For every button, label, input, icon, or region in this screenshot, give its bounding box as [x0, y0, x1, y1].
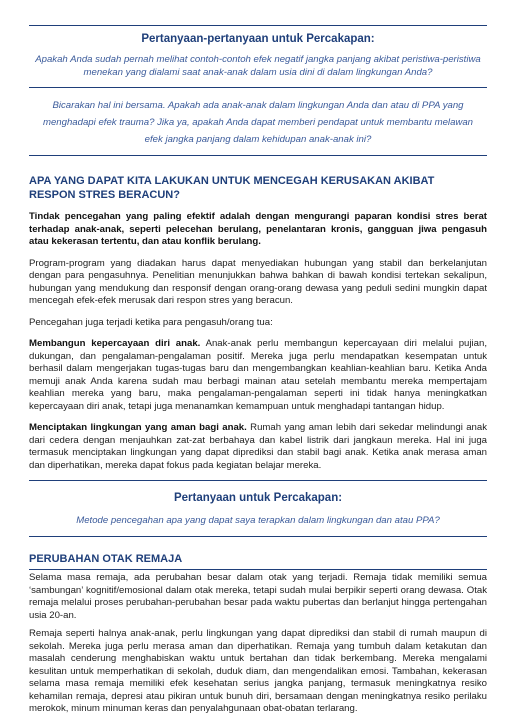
- document-page: [29, 0, 487, 716]
- paragraph-safe-environment: [29, 422, 487, 472]
- divider: [29, 87, 487, 88]
- paragraph: Pencegahan juga terjadi ketika para pengasuh/orang tua:: [29, 316, 273, 328]
- conversation-box-1: [29, 25, 487, 156]
- paragraph: Remaja seperti halnya anak-anak, perlu lingkungan yang dapat diprediksi dan stabil di rumah maupun di sekolah. Mereka juga perlu merasa aman dan diperhatikan. Remaja yang tumbuh dalam ketakutan dan masalah cenderung menghabiskan waktu untuk bertahan dan tidak berkembang. Mereka mengalami kesulitan untuk memperhatikan di sekolah, duduk diam, dan mengendalikan emosi. Tambahan, kekerasan selama masa remaja memiliki efek kesehatan serius jangka panjang, termasuk meningkatnya resiko kehamilan remaja, depresi atau pikiran untuk bunuh diri, bersamaan dengan meningkatnya resiko perilaku merokok, minum minuman keras dan penyalahgunaan obat-obatan terlarang.: [29, 628, 487, 714]
- divider: [29, 480, 487, 481]
- divider: [29, 155, 487, 156]
- paragraph-confidence: [29, 338, 487, 413]
- box-question: Apakah Anda sudah pernah melihat contoh-contoh efek negatif jangka panjang akibat peristiwa-peristiwa menekan yang dialami saat anak-anak dalam usia dini di dalam lingkungan Anda?: [35, 54, 481, 78]
- paragraph: Program-program yang diadakan harus dapat menyediakan hubungan yang stabil dan berkelanjutan dengan para pengasuhnya. Penelitian menunjukkan bahwa bahkan di bawah kondisi tertekan sekalipun, hubungan yang mendukung dan responsif dengan orang-orang dewasa yang peduli sedini mungkin dapat mencegah efek-efek merusak dari respon stres yang beracun.: [29, 257, 487, 306]
- box-title: Pertanyaan untuk Percakapan:: [173, 492, 343, 504]
- box-discussion: Bicarakan hal ini bersama. Apakah ada anak-anak dalam lingkungan Anda dan atau di PPA yang menghadapi efek trauma? Jika ya, apakah Anda dapat memberi pendapat untuk membantu melawan efek jangka panjang dalam kehidupan anak-anak ini?: [42, 100, 474, 145]
- paragraph-lead-phrase: Menciptakan lingkungan yang aman bagi anak.: [29, 422, 247, 433]
- section-heading: APA YANG DAPAT KITA LAKUKAN UNTUK MENCEGAH KERUSAKAN AKIBAT RESPON STRES BERACUN?: [29, 175, 435, 201]
- lead-paragraph: Tindak pencegahan yang paling efektif adalah dengan mengurangi paparan kondisi stres berat terhadap anak-anak, seperti pelecehan berulang, penelantaran kronis, gangguan jiwa pengasuh atau kekerasan tertentu, dan atau konflik berulang.: [29, 211, 487, 247]
- paragraph-body: Rumah yang aman lebih dari sekedar melindungi anak dari cedera dengan menjauhkan zat-zat berbahaya dan kabel listrik dari jangkaun mereka. Hal ini juga termasuk menciptakan lingkungan yang dapat diprediksi dan stabil bagi anak. Ketika anak merasa aman dan diperhatikan, mereka dapat fokus pada kegiatan belajar mereka.: [29, 422, 488, 471]
- box-question: Metode pencegahan apa yang dapat saya terapkan dalam lingkungan dan atau PPA?: [76, 515, 440, 526]
- section-heading: PERUBAHAN OTAK REMAJA: [29, 552, 183, 565]
- paragraph-lead-phrase: Membangun kepercayaan diri anak.: [29, 338, 201, 349]
- heading-underline: [29, 569, 487, 570]
- paragraph: Selama masa remaja, ada perubahan besar dalam otak yang terjadi. Remaja tidak memiliki semua ‘sambungan’ kognitif/emosional dalam otak mereka, tetapi sudah mulai berpikir seperti orang dewasa. Otak remaja melalui proses perubahan-perubahan besar pada waktu pubertas dan berlanjut hingga pertengahan usia 20-an.: [29, 572, 487, 621]
- paragraph-body: Anak-anak perlu membangun kepercayaan diri melalui pujian, dukungan, dan pengalaman-pengalaman positif. Mereka juga perlu mendapatkan kesempatan untuk berhasil dalam mengerjakan tugas-tugas baru dan mengembangkan keahlian-keahlian baru. Ketika Anda memuji anak Anda karena sudah mau berbagi mainan atau setelah membantu mereka mempertajam keahlian mereka yang baru, maka pengalaman-pengalaman seperti ini tidak hanya meningkatkan kepercayaan diri anak, tetapi juga menanamkan kemampuan untuk menghadapi tantangan hidup.: [29, 338, 487, 412]
- divider: [29, 536, 487, 537]
- divider: [29, 25, 487, 26]
- conversation-box-2: [29, 480, 487, 537]
- box-title: Pertanyaan-pertanyaan untuk Percakapan:: [141, 33, 375, 45]
